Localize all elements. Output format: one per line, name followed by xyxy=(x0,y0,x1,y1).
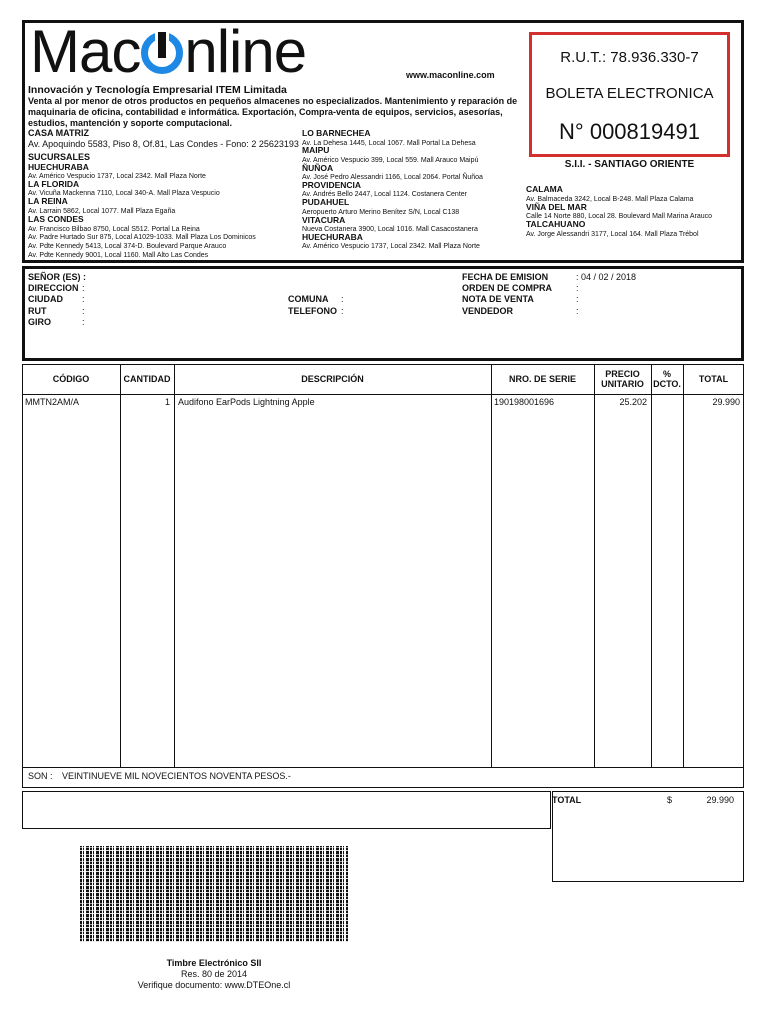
col-divider xyxy=(683,364,684,767)
branch-name: LO BARNECHEA xyxy=(302,128,371,138)
total-value: 29.990 xyxy=(706,795,734,805)
colon: : xyxy=(341,294,344,304)
son-label: SON : xyxy=(28,771,53,781)
branch-name: MAIPU xyxy=(302,145,330,155)
col-divider xyxy=(594,364,595,767)
th-cantidad: CANTIDAD xyxy=(123,374,171,384)
legal-name: Innovación y Tecnología Empresarial ITEM Limitada xyxy=(28,84,287,96)
branch-name: VITACURA xyxy=(302,215,346,225)
th-descripcion: DESCRIPCIÓN xyxy=(301,374,364,384)
header-divider xyxy=(22,394,744,395)
colon: : xyxy=(341,306,344,316)
th-serie: NRO. DE SERIE xyxy=(508,374,576,384)
fecha-label: FECHA DE EMISION xyxy=(462,272,549,282)
orden-label: ORDEN DE COMPRA xyxy=(462,283,553,293)
branch-name: PROVIDENCIA xyxy=(302,180,362,190)
giro-label: GIRO xyxy=(28,317,52,327)
rut: R.U.T.: 78.936.330-7 xyxy=(560,49,699,66)
branch-address: Av. Larrain 5862, Local 1077. Mall Plaza Egaña xyxy=(28,208,176,215)
colon: : xyxy=(82,294,85,304)
colon: : xyxy=(576,306,579,316)
th-dcto xyxy=(651,364,683,394)
cell-descripcion: Audifono EarPods Lightning Apple xyxy=(178,397,315,407)
th-codigo: CÓDIGO xyxy=(52,374,90,384)
branch-address: Av. Américo Vespucio 1737, Local 2342. Mall Plaza Norte xyxy=(302,243,480,250)
document-id-box xyxy=(529,32,730,157)
colon: : xyxy=(82,283,85,293)
colon: : xyxy=(576,283,579,293)
res-label: Res. 80 de 2014 xyxy=(180,969,248,979)
logo-text-post: nline xyxy=(184,18,307,85)
cell-cantidad: 1 xyxy=(164,397,170,407)
branch-name: PUDAHUEL xyxy=(302,197,350,207)
branch-address: Av. Francisco Bilbao 8750, Local S512. Portal La Reina xyxy=(28,226,200,233)
power-icon xyxy=(141,32,183,74)
cell-serie: 190198001696 xyxy=(494,397,555,407)
branch-address: Av. Balmaceda 3242, Local B-248. Mall Plaza Calama xyxy=(526,196,694,203)
branch-address: Av. Américo Vespucio 1737, Local 2342. Mall Plaza Norte xyxy=(28,173,206,180)
verifique-label: Verifique documento: www.DTEOne.cl xyxy=(137,980,291,990)
th-total: TOTAL xyxy=(698,374,729,384)
branch-name: LA REINA xyxy=(28,196,68,206)
colon: : xyxy=(82,317,85,327)
cell-total: 29.990 xyxy=(712,397,740,407)
branch-name: HUECHURABA xyxy=(302,232,363,242)
branch-address: Av. Vicuña Mackenna 7110, Local 340-A. Mall Plaza Vespucio xyxy=(28,190,220,197)
rut-label: RUT xyxy=(28,306,47,316)
branch-name: VIÑA DEL MAR xyxy=(526,202,587,212)
pdf417-barcode xyxy=(80,846,348,942)
casa-matriz-label: CASA MATRIZ xyxy=(28,128,89,138)
branch-address: Av. Pdte Kennedy 9001, Local 1160. Mall Alto Las Condes xyxy=(28,252,209,259)
company-logo xyxy=(30,18,307,85)
nota-label: NOTA DE VENTA xyxy=(462,294,534,304)
th-dcto-line2: DCTO. xyxy=(653,379,681,389)
th-dcto-line1: % xyxy=(662,369,671,379)
comuna-label: COMUNA xyxy=(288,294,329,304)
th-precio xyxy=(594,364,651,394)
branch-address: Av. Pdte Kennedy 5413, Local 374-D. Boulevard Parque Arauco xyxy=(28,243,227,250)
son-divider xyxy=(22,767,744,768)
senor-label: SEÑOR (ES) : xyxy=(28,272,87,282)
sucursales-label: SUCURSALES xyxy=(28,152,91,162)
th-precio-line2: UNITARIO xyxy=(601,379,644,389)
branch-address: Av. Andrés Bello 2447, Local 1124. Costanera Center xyxy=(302,191,467,198)
son-value: VEINTINUEVE MIL NOVECIENTOS NOVENTA PESOS.- xyxy=(62,771,291,781)
branch-name: LA FLORIDA xyxy=(28,179,80,189)
items-table xyxy=(22,364,744,788)
telefono-label: TELEFONO xyxy=(288,306,337,316)
colon: : xyxy=(82,306,85,316)
branch-name: LAS CONDES xyxy=(28,214,84,224)
branch-name: CALAMA xyxy=(526,184,563,194)
branch-address: Av. La Dehesa 1445, Local 1067. Mall Portal La Dehesa xyxy=(302,140,476,147)
branch-address: Calle 14 Norte 880, Local 28. Boulevard Mall Marina Arauco xyxy=(526,213,712,220)
direccion-label: DIRECCION xyxy=(28,283,79,293)
vendedor-label: VENDEDOR xyxy=(462,306,514,316)
company-description: Venta al por menor de otros productos en pequeños almacenes no especializados. Mantenimiento y reparación de maquinaria de oficina, contabilidad e informática. Exportación, Compra-venta de equipos, servicios, asesorías, estudios, mantención y soporte computacional. xyxy=(28,96,518,128)
document-type: BOLETA ELECTRONICA xyxy=(545,85,714,102)
branch-address: Av. Padre Hurtado Sur 875, Local A1029-1033. Mall Plaza Los Dominicos xyxy=(28,234,256,241)
document-number: N° 000819491 xyxy=(559,119,700,144)
observations-box xyxy=(22,791,551,829)
branch-name: TALCAHUANO xyxy=(526,219,586,229)
col-divider xyxy=(174,364,175,767)
logo-text-pre: Mac xyxy=(30,18,141,85)
cell-codigo: MMTN2AM/A xyxy=(25,397,79,407)
total-label: TOTAL xyxy=(552,795,582,805)
fecha-value: : 04 / 02 / 2018 xyxy=(576,272,637,282)
casa-matriz-address: Av. Apoquindo 5583, Piso 8, Of.81, Las Condes - Fono: 2 25623193 xyxy=(28,139,299,149)
branch-address: Nueva Costanera 3900, Local 1016. Mall Casacostanera xyxy=(302,226,478,233)
cell-precio: 25.202 xyxy=(619,397,647,407)
branch-address: Av. Jorge Alessandri 3177, Local 164. Mall Plaza Trébol xyxy=(526,231,699,238)
col-divider xyxy=(651,364,652,767)
ciudad-label: CIUDAD xyxy=(28,294,63,304)
branch-name: HUECHURABA xyxy=(28,162,89,172)
sii-office: S.I.I. - SANTIAGO ORIENTE xyxy=(564,159,695,170)
branch-address: Av. José Pedro Alessandri 1166, Local 2064. Portal Ñuñoa xyxy=(302,174,483,181)
branch-address: Av. Américo Vespucio 399, Local 559. Mall Arauco Maipú xyxy=(302,157,479,164)
branch-name: ÑUÑOA xyxy=(302,163,334,173)
total-currency: $ xyxy=(667,795,673,805)
col-divider xyxy=(491,364,492,767)
website: www.maconline.com xyxy=(406,70,495,80)
colon: : xyxy=(576,294,579,304)
col-divider xyxy=(120,364,121,767)
branch-address: Aeropuerto Arturo Merino Benítez S/N, Local C138 xyxy=(302,209,460,216)
th-precio-line1: PRECIO xyxy=(605,369,640,379)
timbre-label: Timbre Electrónico SII xyxy=(166,958,262,968)
